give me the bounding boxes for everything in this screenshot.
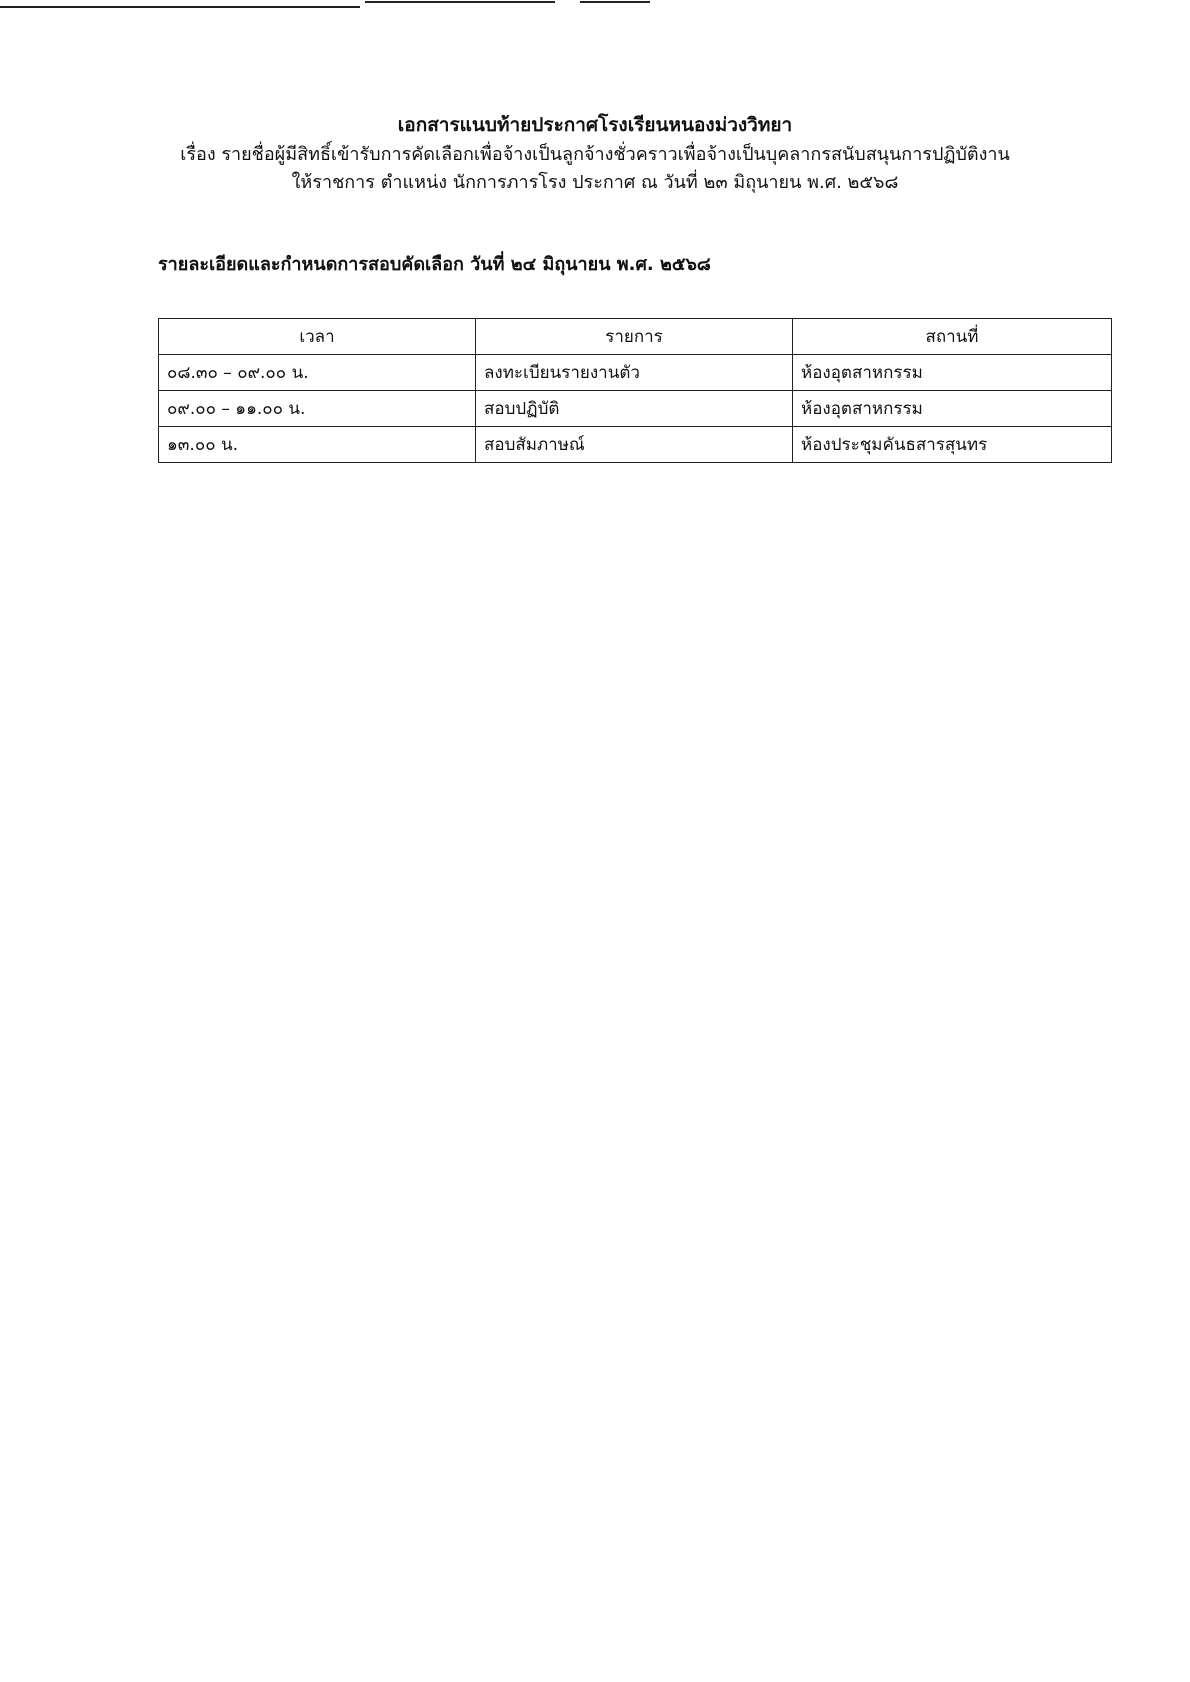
scan-line	[365, 1, 555, 3]
column-header-item: รายการ	[476, 319, 793, 355]
table-row	[159, 391, 1112, 427]
scan-line	[580, 1, 650, 3]
column-header-time: เวลา	[159, 319, 476, 355]
table-row	[159, 427, 1112, 463]
schedule-table	[158, 318, 1112, 463]
document-header	[0, 112, 1190, 196]
scan-line	[0, 6, 360, 8]
table-header-row	[159, 319, 1112, 355]
cell-item: ลงทะเบียนรายงานตัว	[476, 355, 793, 391]
cell-time: ๐๙.๐๐ – ๑๑.๐๐ น.	[159, 391, 476, 427]
cell-time: ๐๘.๓๐ – ๐๙.๐๐ น.	[159, 355, 476, 391]
schedule-heading: รายละเอียดและกำหนดการสอบคัดเลือก วันที่ ๒๔ มิถุนายน พ.ศ. ๒๕๖๘	[158, 254, 711, 275]
cell-place: ห้องประชุมคันธสารสุนทร	[793, 427, 1112, 463]
cell-item: สอบสัมภาษณ์	[476, 427, 793, 463]
scan-edge-artifact	[0, 0, 1190, 10]
cell-place: ห้องอุตสาหกรรม	[793, 355, 1112, 391]
column-header-place: สถานที่	[793, 319, 1112, 355]
table-row	[159, 355, 1112, 391]
document-subline: ให้ราชการ ตำแหน่ง นักการภารโรง ประกาศ ณ วันที่ ๒๓ มิถุนายน พ.ศ. ๒๕๖๘	[291, 172, 899, 193]
cell-item: สอบปฏิบัติ	[476, 391, 793, 427]
document-title: เอกสารแนบท้ายประกาศโรงเรียนหนองม่วงวิทยา	[397, 114, 793, 136]
cell-place: ห้องอุตสาหกรรม	[793, 391, 1112, 427]
document-subject: เรื่อง รายชื่อผู้มีสิทธิ์เข้ารับการคัดเลือกเพื่อจ้างเป็นลูกจ้างชั่วคราวเพื่อจ้างเป็นบุคลากรสนับสนุนการปฏิบัติงาน	[180, 144, 1010, 165]
cell-time: ๑๓.๐๐ น.	[159, 427, 476, 463]
